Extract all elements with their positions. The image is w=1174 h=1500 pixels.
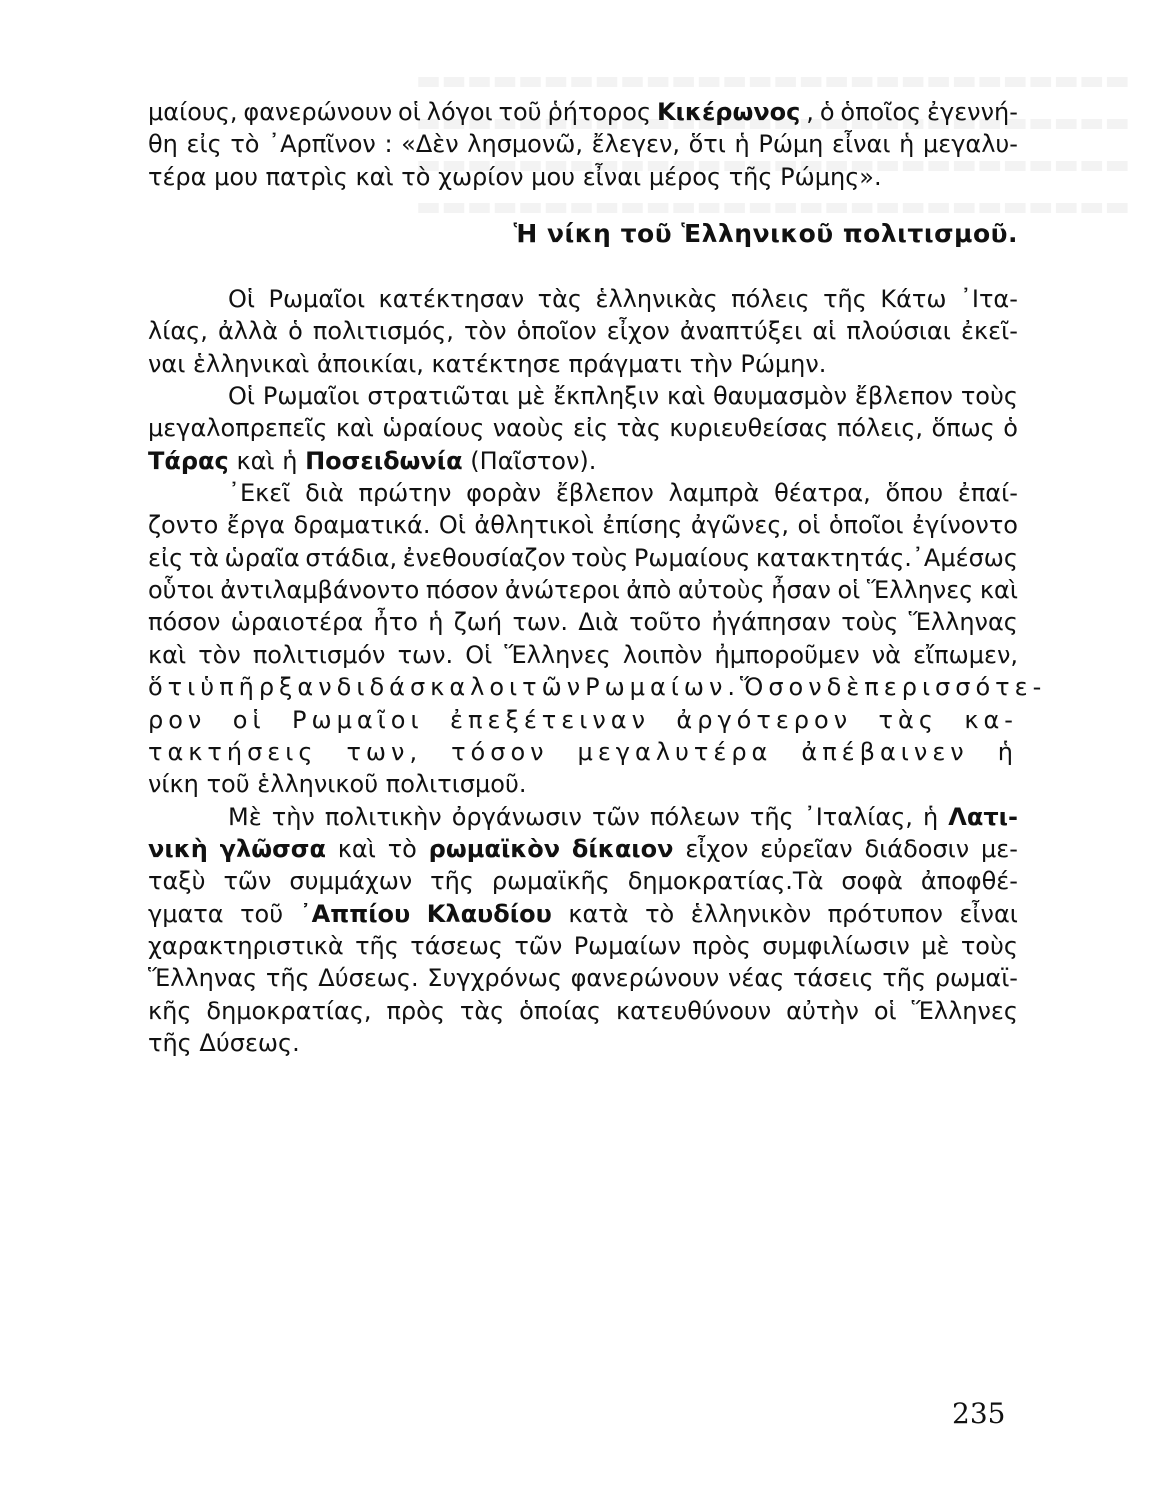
word: κατέκτησε <box>431 349 561 378</box>
word: τοῦ <box>240 899 284 928</box>
word: ἀλλὰ <box>217 317 279 346</box>
word: ὡραῖα <box>224 543 300 572</box>
word: ὁποῖοι <box>828 511 904 540</box>
word: εἰς <box>572 414 609 443</box>
word: τὰς <box>616 414 661 443</box>
word: ἀπὸ <box>626 576 672 605</box>
word: πρὸς <box>386 996 445 1025</box>
word: ζοντο <box>148 511 219 540</box>
word: ἐκεῖ- <box>960 317 1018 346</box>
word: κατακτητάς.᾿Αμέσως <box>755 543 1018 572</box>
text-line <box>148 865 1018 897</box>
text-line <box>148 704 1018 736</box>
word: Ρωμαίων. <box>585 673 741 702</box>
word: κατευθύνουν <box>615 996 772 1025</box>
word: τῶν <box>592 802 640 831</box>
text-line <box>148 477 1018 509</box>
text-line <box>148 736 1018 768</box>
word: πόσον <box>148 608 221 637</box>
word: αὐτοὺς <box>677 576 765 605</box>
word: μεγαλυ- <box>922 130 1018 159</box>
word: οὗτοι <box>148 576 214 605</box>
word: Ρωμαίων <box>573 931 681 960</box>
word: τὸ <box>401 162 431 191</box>
word: τῆς <box>823 285 867 314</box>
word: ναι <box>148 349 186 378</box>
word: ταξὺ <box>148 867 206 896</box>
word: πολιτικὴν <box>324 802 442 831</box>
word: εἶναι <box>959 899 1018 928</box>
word: πράγματι <box>568 349 682 378</box>
word: Διὰ <box>578 608 619 637</box>
word: οἱ <box>797 511 821 540</box>
word: χωρίον <box>438 162 524 191</box>
word: ὅτι <box>688 130 726 159</box>
word: διάδοσιν <box>864 834 970 863</box>
word: τῶν <box>223 867 272 896</box>
text-line <box>148 768 1018 800</box>
word: νέας <box>728 964 785 993</box>
word: πολιτισμός, <box>312 317 454 346</box>
word: Ρωμαίους <box>633 543 751 572</box>
word: τὸ <box>387 834 417 863</box>
paragraph <box>148 283 1018 380</box>
word: ἡ <box>282 446 298 475</box>
word: ὅπως <box>931 414 995 443</box>
word: ὁποίας <box>519 996 602 1025</box>
emphasized-word: ρωμαϊκὸν <box>428 834 561 863</box>
word: ἀπέβαινεν <box>801 737 969 766</box>
word: εὐρεῖαν <box>760 834 853 863</box>
word: ὅτι <box>148 673 201 702</box>
word: καὶ <box>355 162 394 191</box>
word: τὸ <box>230 130 260 159</box>
word: οἱ <box>873 996 897 1025</box>
word: τέρα <box>148 162 207 191</box>
word: καὶ <box>335 414 374 443</box>
word: στρατιῶται <box>367 382 510 411</box>
word: ἀναπτύξει <box>679 317 803 346</box>
word: κῆς <box>148 996 192 1025</box>
word: φορὰν <box>466 479 542 508</box>
page-number: 235 <box>952 1397 1006 1430</box>
page-body <box>148 96 1047 1059</box>
word: μὲ <box>921 931 950 960</box>
word: εἰς <box>186 130 222 159</box>
word: Οἱ <box>228 382 256 411</box>
word: κατέκτησαν <box>378 285 525 314</box>
word: τῆς <box>728 162 773 191</box>
text-line <box>148 348 1018 380</box>
word: Ρωμαῖοι <box>268 285 366 314</box>
word: ᾿Εκεῖ <box>228 479 291 508</box>
word: τοὺς <box>841 608 899 637</box>
paragraph <box>148 477 1047 800</box>
word: τῆς <box>430 867 474 896</box>
word: πολιτισμοῦ. <box>385 770 527 799</box>
word: ζωή <box>453 608 503 637</box>
word: πρὸς <box>692 931 751 960</box>
word: καὶ <box>148 640 187 669</box>
word: Ἕλληνες <box>911 996 1018 1025</box>
word: ἀγῶνες, <box>690 511 790 540</box>
word: ἦτο <box>373 608 418 637</box>
word: οἱ <box>837 576 861 605</box>
word: τὴν <box>689 349 733 378</box>
word: συμφιλίωσιν <box>762 931 910 960</box>
text-line <box>148 962 1018 994</box>
word: καὶ <box>337 834 376 863</box>
text-line <box>148 509 1018 541</box>
word: τοὺς <box>960 931 1018 960</box>
word: φανερώνουν <box>243 98 393 126</box>
word: δημοκρατίας.Τὰ <box>627 867 824 896</box>
paragraph <box>148 380 1018 477</box>
text-line <box>148 412 1018 444</box>
word: τὴν <box>271 802 315 831</box>
word: Δύσεως. <box>318 964 419 993</box>
word: ρωμαϊκῆς <box>491 867 610 896</box>
text-line <box>148 671 1047 703</box>
word: πόλεις, <box>836 414 924 443</box>
word: τόσον <box>451 737 549 766</box>
text-line <box>148 128 1018 160</box>
word: ᾿Ιτα- <box>959 285 1018 314</box>
word: λόγοι <box>426 98 493 126</box>
emphasized-word: δίκαιον <box>571 834 674 863</box>
intro-paragraph <box>148 96 1018 193</box>
paragraph <box>148 801 1018 1060</box>
emphasized-word: Κικέρωνος <box>656 98 801 126</box>
text-line <box>148 639 1018 671</box>
word: ὀργάνωσιν <box>451 802 582 831</box>
word: ἔργα <box>226 511 285 540</box>
word: ὑπῆρξαν <box>200 673 337 702</box>
word: φανερώνουν <box>570 964 720 993</box>
word: θη <box>148 130 178 159</box>
word: Ρωμαῖοι <box>262 382 360 411</box>
word: : <box>384 130 393 159</box>
word: των. <box>397 640 454 669</box>
word: τοὺς <box>571 543 629 572</box>
word: ἡ <box>899 130 915 159</box>
text-line <box>148 995 1018 1027</box>
word: ἑλληνικὸν <box>690 899 812 928</box>
word: μεγαλυτέρα <box>577 737 773 766</box>
text-line <box>148 1027 1018 1059</box>
word: τὰ <box>188 543 220 572</box>
word: Μὲ <box>228 802 262 831</box>
word: «Δὲν <box>401 130 459 159</box>
emphasized-word: Ποσειδωνία <box>305 446 463 475</box>
word: ὡραιοτέρα <box>230 608 364 637</box>
word: γματα <box>148 899 224 928</box>
word: ἐπίσης <box>602 511 683 540</box>
section-heading: Ἡ νίκη τοῦ Ἑλληνικοῦ πολιτισμοῦ. <box>513 219 1018 249</box>
word: τὸν <box>198 640 241 669</box>
word: ἐγεννή- <box>927 98 1018 126</box>
word: ἠγάπησαν <box>711 608 831 637</box>
word: μαίους, <box>148 98 238 126</box>
word: τῆς <box>355 931 399 960</box>
word: οἱ <box>398 98 421 126</box>
word: μέρος <box>648 162 722 191</box>
word: νίκη <box>148 770 199 799</box>
word: διδάσκαλοι <box>336 673 523 702</box>
word: κατὰ <box>568 899 629 928</box>
text-line <box>148 380 1018 412</box>
word: τὸ <box>645 899 675 928</box>
word: μου <box>531 162 576 191</box>
word: δημοκρατίας, <box>206 996 372 1025</box>
word: πρώτην <box>358 479 452 508</box>
word: ἑλληνικαὶ <box>193 349 310 378</box>
word: ρον <box>148 705 207 734</box>
word: ἐνεθουσίαζον <box>402 543 566 572</box>
word: λησμονῶ, <box>467 130 583 159</box>
word: των. <box>512 608 569 637</box>
word: χαρακτηριστικὰ <box>148 931 344 960</box>
word: ἐπαί- <box>957 479 1018 508</box>
word: ναοὺς <box>492 414 565 443</box>
word: ἀποικίαι, <box>316 349 424 378</box>
word: ἔβλεπον <box>555 479 654 508</box>
text-line <box>148 445 1018 477</box>
word: πόλεις <box>731 285 810 314</box>
word: αἱ <box>812 317 837 346</box>
word: πόλεων <box>650 802 740 831</box>
word: εἶχον <box>685 834 749 863</box>
word: καὶ <box>666 382 706 411</box>
word: Ρωμαῖοι <box>292 705 424 734</box>
text-line <box>148 574 1018 606</box>
word: ὁ <box>819 98 835 126</box>
word: εἶναι <box>832 130 891 159</box>
word: Οἱ <box>438 511 466 540</box>
word: μεγαλοπρεπεῖς <box>148 414 328 443</box>
word: συμμάχων <box>289 867 413 896</box>
text-line <box>148 898 1018 930</box>
word: αὐτὴν <box>786 996 859 1025</box>
word: εἶναι <box>582 162 642 191</box>
emphasized-word: Λατι- <box>948 802 1018 831</box>
word: ὁποῖος <box>840 98 922 126</box>
text-line <box>148 801 1018 833</box>
word: εἴπωμεν, <box>913 640 1018 669</box>
text-line <box>148 930 1018 962</box>
word: πολιτισμόν <box>252 640 386 669</box>
word: ᾿Αρπῖνον <box>268 130 376 159</box>
word: πόσον <box>425 576 499 605</box>
word: Συγχρόνως <box>427 964 562 993</box>
word: ἀθλητικοὶ <box>474 511 594 540</box>
word: μὲ <box>517 382 546 411</box>
word: ᾿Ιταλίας, <box>803 802 913 831</box>
word: πατρὶς <box>265 162 348 191</box>
text-line <box>148 283 1018 315</box>
word: Ἕλληνες <box>866 576 974 605</box>
word: ὡραίους <box>382 414 485 443</box>
word: τὰς <box>537 285 583 314</box>
body-paragraphs <box>148 283 1047 1059</box>
word: Ρώμην. <box>740 349 827 378</box>
word: κυριευθείσας <box>669 414 829 443</box>
word: τὰς <box>459 996 505 1025</box>
word: των, <box>346 737 423 766</box>
emphasized-word: νικὴ <box>148 834 208 863</box>
word: ὅπου <box>885 479 944 508</box>
text-line <box>148 315 1018 347</box>
word: ἀποφθέ- <box>920 867 1018 896</box>
word: θαυμασμὸν <box>712 382 848 411</box>
word: εἶχον <box>606 317 670 346</box>
word: Ὅσον <box>740 673 827 702</box>
word: τῆς <box>749 802 794 831</box>
word: Ρώμης». <box>780 162 882 191</box>
word: νὰ <box>871 640 901 669</box>
word: ὁποῖον <box>516 317 597 346</box>
word: τάσεις <box>792 964 874 993</box>
word: ἀνώτεροι <box>504 576 620 605</box>
emphasized-word: Κλαυδίου <box>426 899 552 928</box>
text-line <box>148 161 1018 193</box>
word: λοιπὸν <box>622 640 703 669</box>
word: πλούσιαι <box>846 317 951 346</box>
word: ἔλεγεν, <box>591 130 680 159</box>
word: Ἕλληνες <box>504 640 611 669</box>
word: τοὺς <box>960 382 1018 411</box>
word: τῶν <box>522 673 586 702</box>
word: ἠμποροῦμεν <box>714 640 860 669</box>
word: τάσεως <box>410 931 503 960</box>
word: λαμπρὰ <box>668 479 760 508</box>
text-line <box>148 606 1018 638</box>
word: ἔκπληξιν <box>553 382 660 411</box>
word: (Παῖστον). <box>470 446 597 475</box>
emphasized-word: ᾿Αππίου <box>299 899 411 928</box>
word: κα- <box>964 705 1018 734</box>
word: Ἕλληνας <box>908 608 1018 637</box>
word: Οἱ <box>465 640 493 669</box>
word: Οἱ <box>228 285 256 314</box>
word: ἀργότερον <box>676 705 853 734</box>
word: , <box>806 98 814 126</box>
word: τῆς <box>148 1028 192 1057</box>
word: ἀντιλαμβάνοντο <box>220 576 420 605</box>
text-line <box>148 833 1018 865</box>
word: τακτήσεις <box>148 737 318 766</box>
word: ὁ <box>288 317 303 346</box>
word: τὸν <box>463 317 507 346</box>
word: ἡ <box>997 737 1018 766</box>
word: ἑλληνικοῦ <box>257 770 379 799</box>
word: με- <box>981 834 1018 863</box>
word: ἐπεξέτειναν <box>450 705 650 734</box>
word: ῥήτορος <box>547 98 652 126</box>
word: ὁ <box>1003 414 1018 443</box>
word: ἔβλεπον <box>854 382 953 411</box>
word: τῶν <box>514 931 563 960</box>
word: σοφὰ <box>841 867 903 896</box>
word: οἱ <box>232 705 266 734</box>
emphasized-word: γλῶσσα <box>219 834 326 863</box>
word: ρωμαϊ- <box>934 964 1018 993</box>
text-line <box>148 96 1018 128</box>
word: τοῦ <box>498 98 542 126</box>
word: Ἕλληνας <box>148 964 258 993</box>
word: ἑλληνικὰς <box>595 285 718 314</box>
word: τοῦτο <box>629 608 702 637</box>
word: ἐγίνοντο <box>912 511 1018 540</box>
word: ἦσαν <box>771 576 831 605</box>
word: ἡ <box>734 130 750 159</box>
word: λίας, <box>148 317 208 346</box>
word: τὰς <box>878 705 938 734</box>
word: περισσότε- <box>864 673 1047 702</box>
word: ἡ <box>922 802 939 831</box>
word: διὰ <box>305 479 344 508</box>
text-line <box>148 542 1018 574</box>
word: δὲ <box>826 673 865 702</box>
word: μου <box>214 162 258 191</box>
word: εἰς <box>148 543 184 572</box>
word: δραματικά. <box>293 511 431 540</box>
word: Ρώμη <box>758 130 824 159</box>
word: θέατρα, <box>774 479 871 508</box>
word: στάδια, <box>305 543 398 572</box>
word: καὶ <box>979 576 1018 605</box>
word: ἡ <box>428 608 444 637</box>
word: τοῦ <box>206 770 250 799</box>
word: Δύσεως. <box>199 1028 300 1057</box>
word: Κάτω <box>880 285 947 314</box>
word: πρότυπον <box>827 899 943 928</box>
word: καὶ <box>236 446 275 475</box>
emphasized-word: Τάρας <box>148 446 229 475</box>
word: τῆς <box>882 964 927 993</box>
word: τῆς <box>265 964 310 993</box>
